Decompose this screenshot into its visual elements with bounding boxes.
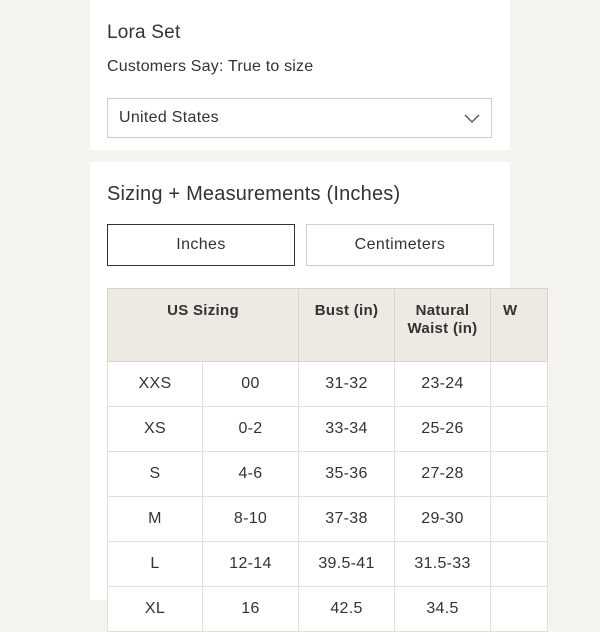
cell-extra: [491, 587, 548, 632]
cell-size: XS: [108, 407, 203, 452]
chevron-down-icon: [463, 109, 481, 127]
country-select-value: United States: [119, 109, 219, 126]
cell-size: XL: [108, 587, 203, 632]
cell-bust: 39.5-41: [299, 542, 395, 587]
cell-waist: 31.5-33: [395, 542, 491, 587]
cell-size: M: [108, 497, 203, 542]
cell-waist: 23-24: [395, 362, 491, 407]
table-row: [108, 542, 548, 587]
cell-waist: 34.5: [395, 587, 491, 632]
centimeters-toggle-button[interactable]: Centimeters: [306, 224, 494, 266]
cell-us: 4-6: [203, 452, 299, 497]
cell-bust: 31-32: [299, 362, 395, 407]
section-divider: [90, 150, 510, 162]
table-row: [108, 587, 548, 632]
country-select[interactable]: [107, 98, 492, 138]
cell-size: XXS: [108, 362, 203, 407]
cell-extra: [491, 497, 548, 542]
header-bust: Bust (in): [299, 289, 395, 362]
cell-extra: [491, 407, 548, 452]
fit-note: Customers Say: True to size: [107, 58, 314, 75]
cell-extra: [491, 452, 548, 497]
cell-bust: 42.5: [299, 587, 395, 632]
table-row: [108, 452, 548, 497]
cell-us: 0-2: [203, 407, 299, 452]
cell-size: L: [108, 542, 203, 587]
cell-bust: 33-34: [299, 407, 395, 452]
cell-us: 00: [203, 362, 299, 407]
cell-extra: [491, 362, 548, 407]
cell-us: 12-14: [203, 542, 299, 587]
cell-us: 8-10: [203, 497, 299, 542]
product-title: Lora Set: [107, 22, 181, 43]
inches-toggle-button[interactable]: Inches: [107, 224, 295, 266]
table-row: [108, 497, 548, 542]
cell-waist: 29-30: [395, 497, 491, 542]
sizing-title: Sizing + Measurements (Inches): [107, 183, 401, 205]
header-natural-waist: [395, 289, 491, 362]
cell-size: S: [108, 452, 203, 497]
cell-us: 16: [203, 587, 299, 632]
cell-extra: [491, 542, 548, 587]
size-chart-table: [107, 288, 518, 617]
table-row: [108, 407, 548, 452]
header-cut-column: W: [491, 289, 548, 362]
cell-bust: 35-36: [299, 452, 395, 497]
cell-waist: 25-26: [395, 407, 491, 452]
table-row: [108, 362, 548, 407]
cell-bust: 37-38: [299, 497, 395, 542]
header-us-sizing: US Sizing: [108, 289, 299, 362]
header-waist-line1: Natural: [415, 302, 470, 319]
table-header-row: [108, 289, 548, 362]
header-waist-line2: Waist (in): [407, 320, 478, 337]
cell-waist: 27-28: [395, 452, 491, 497]
